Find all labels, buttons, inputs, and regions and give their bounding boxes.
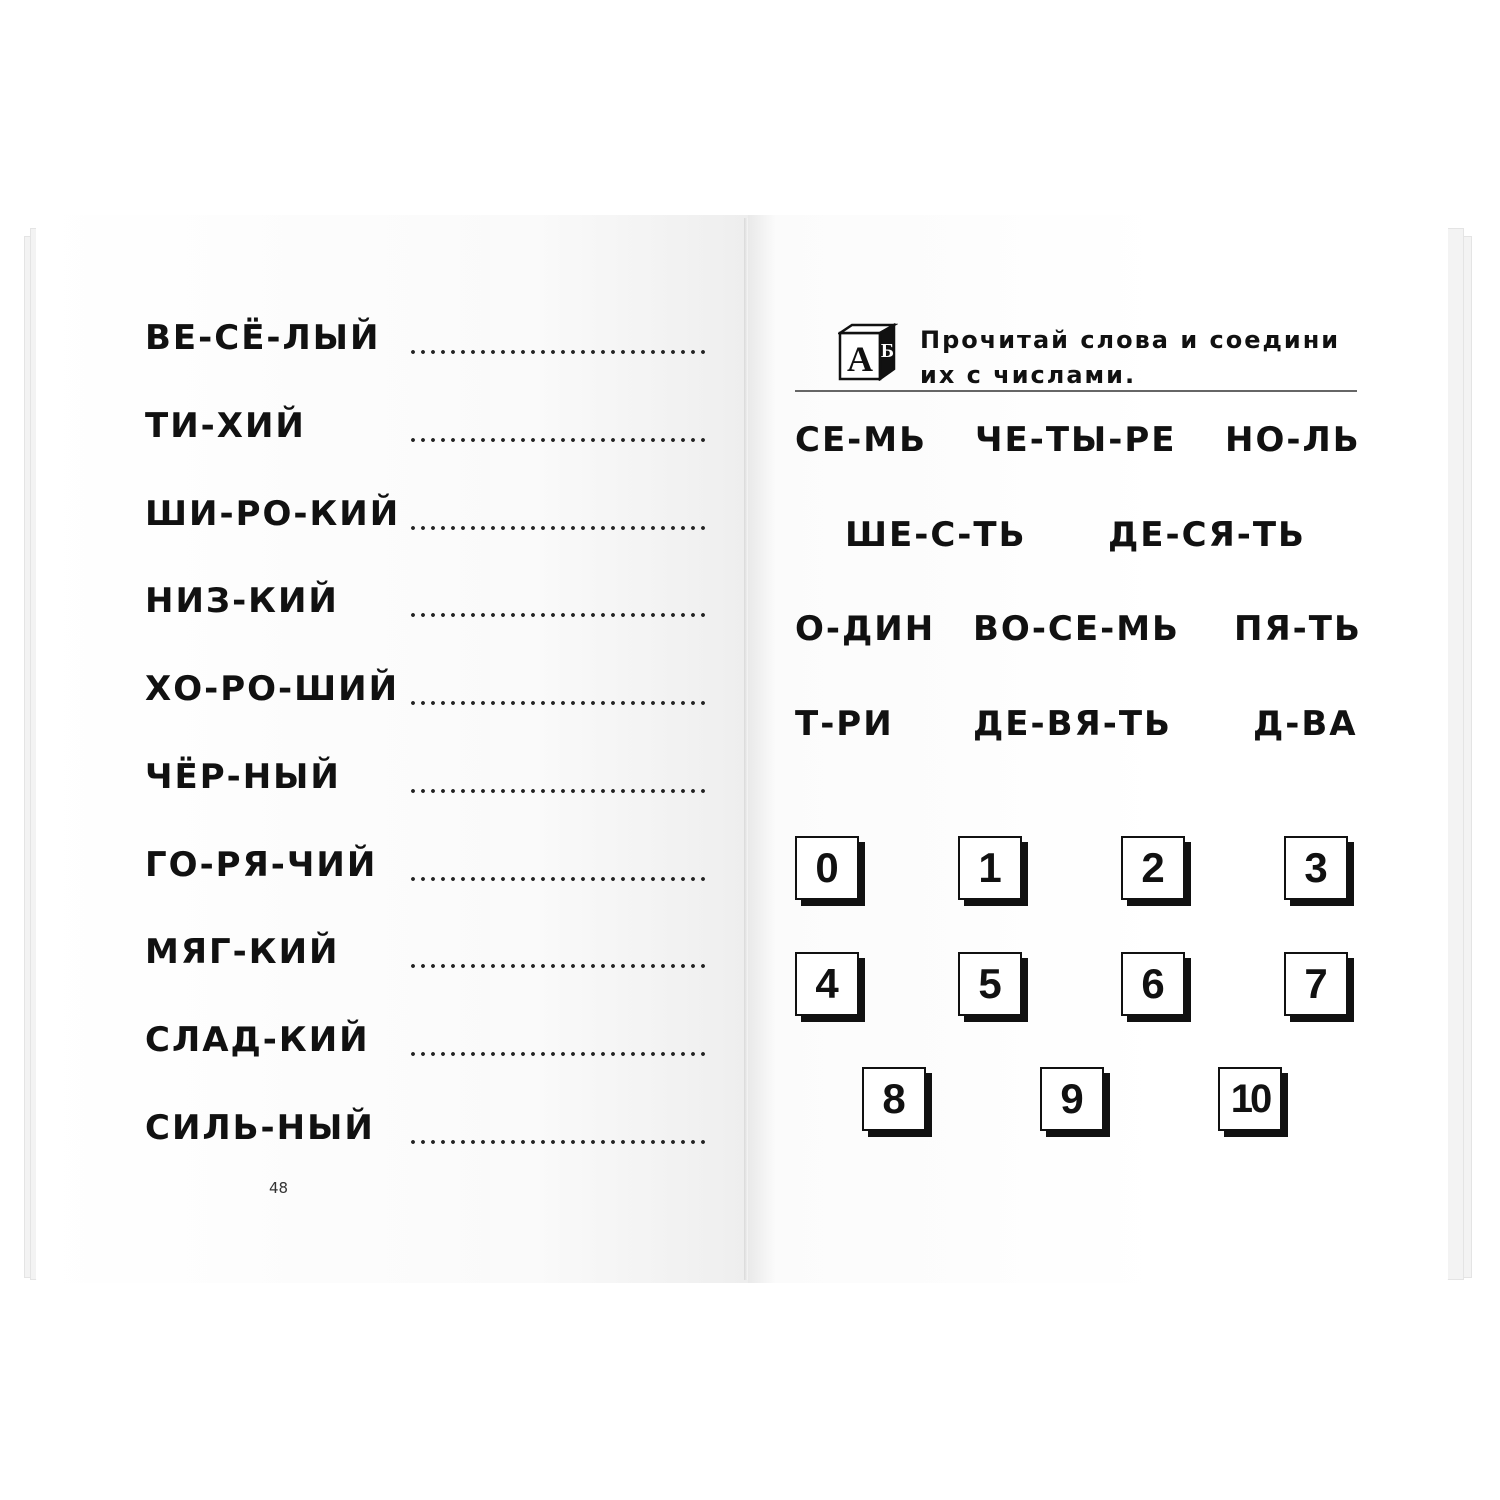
dotted-line[interactable]: [408, 700, 708, 706]
dotted-line[interactable]: [408, 349, 708, 355]
card-digit: 4: [795, 952, 859, 1016]
number-card[interactable]: [1040, 1067, 1112, 1139]
instruction-line: Прочитай слова и соедини: [920, 326, 1341, 354]
word-row: [145, 932, 710, 982]
abc-block-icon: [838, 323, 898, 381]
syllable-word: ЧЁР-НЫЙ: [145, 757, 341, 797]
word-row: [145, 318, 710, 368]
card-digit: 8: [862, 1067, 926, 1131]
word-row: [145, 581, 710, 631]
syllable-word: СЛАД-КИЙ: [145, 1020, 370, 1060]
word-row: [145, 845, 710, 895]
card-digit: 2: [1121, 836, 1185, 900]
number-card[interactable]: [958, 952, 1030, 1024]
task-instruction: [920, 323, 1370, 393]
syllable-word: ТИ-ХИЙ: [145, 406, 306, 446]
number-card[interactable]: [1284, 952, 1356, 1024]
card-digit: 6: [1121, 952, 1185, 1016]
dotted-line[interactable]: [408, 1051, 708, 1057]
syllable-word: НИЗ-КИЙ: [145, 581, 339, 621]
number-word: Т-РИ: [795, 704, 894, 744]
abc-block-letter-front: А: [847, 339, 873, 379]
word-row: [145, 1108, 710, 1158]
page-number: 48: [269, 1179, 289, 1197]
dotted-line[interactable]: [408, 963, 708, 969]
dotted-line[interactable]: [408, 525, 708, 531]
dotted-line[interactable]: [408, 1139, 708, 1145]
number-card[interactable]: [1218, 1067, 1290, 1139]
number-word: ДЕ-ВЯ-ТЬ: [973, 704, 1172, 744]
dotted-line[interactable]: [408, 612, 708, 618]
number-word: ЧЕ-ТЫ-РЕ: [975, 420, 1177, 460]
syllable-word: ШИ-РО-КИЙ: [145, 494, 401, 534]
divider: [795, 390, 1357, 392]
card-digit: 7: [1284, 952, 1348, 1016]
word-row: [145, 494, 710, 544]
word-row: [145, 1020, 710, 1070]
number-card[interactable]: [1121, 952, 1193, 1024]
card-digit: 0: [795, 836, 859, 900]
card-digit: 3: [1284, 836, 1348, 900]
card-digit: 1: [958, 836, 1022, 900]
card-digit: 10: [1218, 1067, 1282, 1131]
number-word: ПЯ-ТЬ: [1234, 609, 1362, 649]
number-word: СЕ-МЬ: [795, 420, 928, 460]
number-card[interactable]: [795, 836, 867, 908]
syllable-word: МЯГ-КИЙ: [145, 932, 340, 972]
dotted-line[interactable]: [408, 876, 708, 882]
number-word: О-ДИН: [795, 609, 936, 649]
dotted-line[interactable]: [408, 437, 708, 443]
abc-block-letter-side: Б: [880, 340, 895, 362]
dotted-line[interactable]: [408, 788, 708, 794]
number-card[interactable]: [862, 1067, 934, 1139]
card-digit: 5: [958, 952, 1022, 1016]
syllable-word: СИЛЬ-НЫЙ: [145, 1108, 375, 1148]
word-row: [145, 669, 710, 719]
number-card[interactable]: [1284, 836, 1356, 908]
syllable-word: ГО-РЯ-ЧИЙ: [145, 845, 378, 885]
number-card[interactable]: [795, 952, 867, 1024]
instruction-line: их с числами.: [920, 361, 1137, 389]
number-word: ШЕ-С-ТЬ: [845, 515, 1027, 555]
number-card[interactable]: [1121, 836, 1193, 908]
number-word: НО-ЛЬ: [1225, 420, 1361, 460]
syllable-word: ВЕ-СЁ-ЛЫЙ: [145, 318, 381, 358]
number-word: ВО-СЕ-МЬ: [973, 609, 1180, 649]
syllable-word: ХО-РО-ШИЙ: [145, 669, 400, 709]
number-card[interactable]: [958, 836, 1030, 908]
card-digit: 9: [1040, 1067, 1104, 1131]
number-word: ДЕ-СЯ-ТЬ: [1108, 515, 1306, 555]
number-word: Д-ВА: [1253, 704, 1358, 744]
word-row: [145, 757, 710, 807]
word-row: [145, 406, 710, 456]
